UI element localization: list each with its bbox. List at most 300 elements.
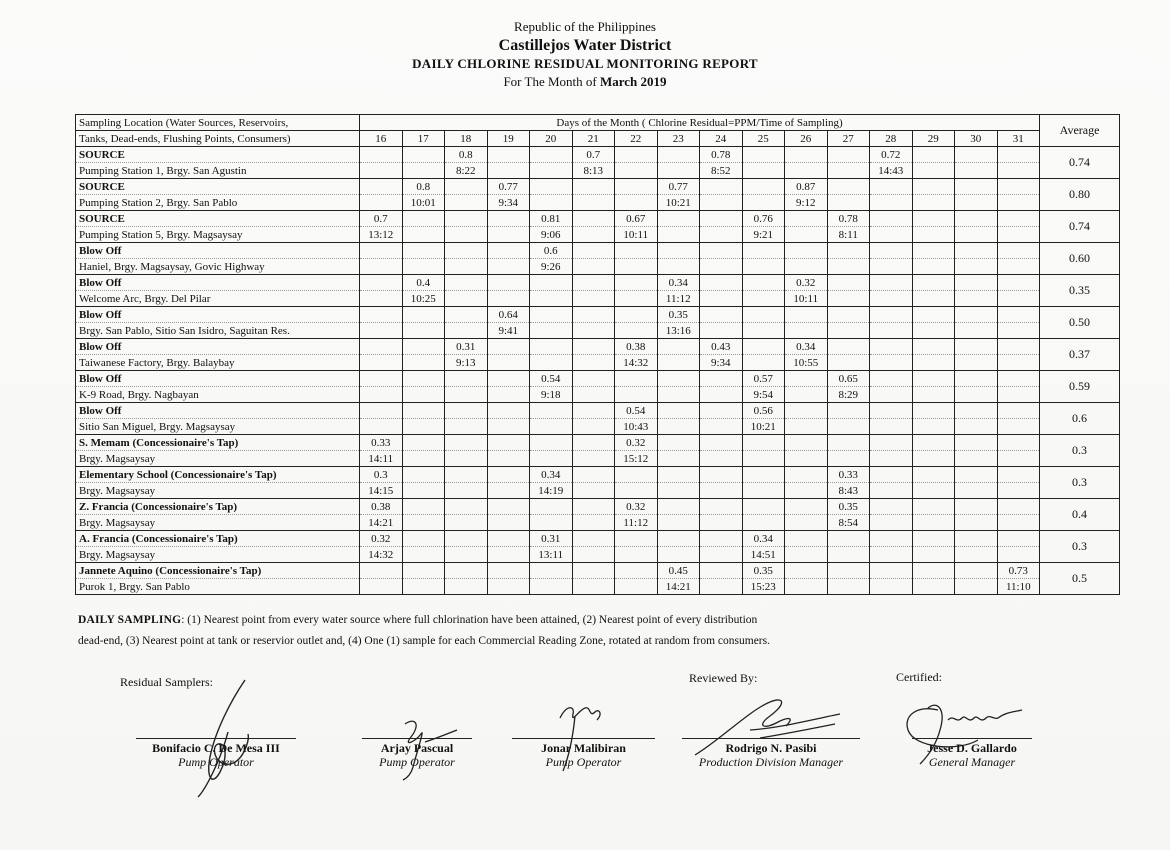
residual-ppm-cell: 0.72 [870, 147, 913, 163]
chlorine-residual-table [75, 114, 1120, 595]
sampling-time-cell [530, 323, 573, 339]
residual-ppm-cell [402, 499, 445, 515]
sampling-time-cell [827, 291, 870, 307]
residual-ppm-cell [955, 243, 998, 259]
location-type: S. Memam (Concessionaire's Tap) [76, 435, 360, 451]
residual-ppm-cell [700, 307, 743, 323]
sampling-time-cell [615, 323, 658, 339]
sampling-time-cell [402, 387, 445, 403]
residual-ppm-cell [657, 243, 700, 259]
residual-ppm-cell: 0.7 [360, 211, 403, 227]
sampling-time-cell: 14:43 [870, 163, 913, 179]
sampling-time-cell [912, 227, 955, 243]
sampling-time-cell [572, 259, 615, 275]
residual-ppm-cell [572, 307, 615, 323]
residual-ppm-cell [657, 339, 700, 355]
sampling-time-cell [615, 195, 658, 211]
residual-ppm-cell [700, 243, 743, 259]
residual-ppm-cell [742, 339, 785, 355]
sampling-time-cell: 14:21 [360, 515, 403, 531]
sampling-time-cell [955, 227, 998, 243]
sampling-time-cell [445, 515, 488, 531]
table-row [76, 403, 1120, 419]
sampling-time-cell [955, 259, 998, 275]
sampling-time-cell [657, 387, 700, 403]
sampling-time-cell [657, 451, 700, 467]
table-row-detail [76, 227, 1120, 243]
residual-ppm-cell [360, 147, 403, 163]
residual-ppm-cell [912, 307, 955, 323]
residual-ppm-cell [955, 339, 998, 355]
residual-ppm-cell: 0.33 [360, 435, 403, 451]
day-header: 25 [742, 131, 785, 147]
sampling-time-cell [487, 547, 530, 563]
sampling-time-cell [572, 291, 615, 307]
residual-ppm-cell [912, 531, 955, 547]
report-month-line [0, 73, 1170, 90]
location-type: A. Francia (Concessionaire's Tap) [76, 531, 360, 547]
sampling-time-cell [402, 259, 445, 275]
sampling-time-cell [785, 451, 828, 467]
residual-ppm-cell [360, 339, 403, 355]
sampling-time-cell [870, 355, 913, 371]
sampling-time-cell: 11:10 [997, 579, 1040, 595]
district-name: Castillejos Water District [498, 37, 672, 54]
residual-ppm-cell [912, 435, 955, 451]
residual-ppm-cell: 0.6 [530, 243, 573, 259]
sampling-time-cell [912, 323, 955, 339]
sampling-time-cell [530, 291, 573, 307]
location-name: K-9 Road, Brgy. Nagbayan [76, 387, 360, 403]
sampling-time-cell [997, 259, 1040, 275]
sampling-time-cell [955, 579, 998, 595]
sampling-time-cell: 9:13 [445, 355, 488, 371]
residual-ppm-cell [487, 339, 530, 355]
residual-ppm-cell [615, 531, 658, 547]
sampling-time-cell [487, 259, 530, 275]
location-name: Pumping Station 2, Brgy. San Pablo [76, 195, 360, 211]
table-row-detail [76, 355, 1120, 371]
residual-ppm-cell: 0.38 [360, 499, 403, 515]
residual-ppm-cell [955, 179, 998, 195]
sampling-time-cell [955, 483, 998, 499]
table-row [76, 499, 1120, 515]
sampling-time-cell [785, 547, 828, 563]
residual-ppm-cell: 0.32 [360, 531, 403, 547]
residual-ppm-cell [785, 435, 828, 451]
residual-ppm-cell [870, 243, 913, 259]
residual-ppm-cell [912, 243, 955, 259]
table-row [76, 147, 1120, 163]
residual-ppm-cell [785, 403, 828, 419]
table-row-detail [76, 259, 1120, 275]
residual-ppm-cell [870, 435, 913, 451]
sampling-time-cell [445, 291, 488, 307]
residual-ppm-cell [700, 531, 743, 547]
residual-ppm-cell [572, 499, 615, 515]
sampling-time-cell [997, 547, 1040, 563]
residual-ppm-cell [487, 467, 530, 483]
residual-ppm-cell [487, 499, 530, 515]
residual-ppm-cell [827, 339, 870, 355]
residual-ppm-cell [572, 339, 615, 355]
sampling-time-cell: 10:21 [742, 419, 785, 435]
sampling-time-cell [700, 451, 743, 467]
residual-ppm-cell [955, 211, 998, 227]
day-header: 18 [445, 131, 488, 147]
residual-ppm-cell: 0.3 [360, 467, 403, 483]
sampling-time-cell [700, 227, 743, 243]
day-header: 16 [360, 131, 403, 147]
sampling-time-cell [700, 195, 743, 211]
residual-ppm-cell [870, 275, 913, 291]
average-value: 0.4 [1040, 499, 1120, 531]
residual-ppm-cell: 0.73 [997, 563, 1040, 579]
residual-ppm-cell: 0.64 [487, 307, 530, 323]
sampling-time-cell: 10:55 [785, 355, 828, 371]
sampling-time-cell [700, 483, 743, 499]
average-value: 0.3 [1040, 531, 1120, 563]
sampling-time-cell [530, 579, 573, 595]
residual-ppm-cell [402, 563, 445, 579]
sampling-time-cell: 8:52 [700, 163, 743, 179]
day-header: 29 [912, 131, 955, 147]
sampling-time-cell [445, 195, 488, 211]
residual-ppm-cell [657, 499, 700, 515]
residual-ppm-cell [955, 499, 998, 515]
sampling-time-cell [997, 163, 1040, 179]
sampling-time-cell [487, 515, 530, 531]
sampling-time-cell [785, 515, 828, 531]
residual-ppm-cell: 0.31 [530, 531, 573, 547]
location-name: Brgy. Magsaysay [76, 451, 360, 467]
sampling-time-cell [700, 419, 743, 435]
sampling-time-cell [955, 163, 998, 179]
location-name: Brgy. San Pablo, Sitio San Isidro, Saguitan Res. [76, 323, 360, 339]
day-header: 30 [955, 131, 998, 147]
residual-ppm-cell [572, 243, 615, 259]
residual-ppm-cell [572, 403, 615, 419]
residual-ppm-cell [487, 531, 530, 547]
location-name: Brgy. Magsaysay [76, 515, 360, 531]
residual-ppm-cell [615, 243, 658, 259]
sampling-time-cell [487, 355, 530, 371]
residual-ppm-cell [997, 467, 1040, 483]
residual-ppm-cell [700, 179, 743, 195]
sampling-time-cell [360, 291, 403, 307]
sampling-time-cell [615, 291, 658, 307]
sampling-time-cell [445, 323, 488, 339]
residual-ppm-cell: 0.38 [615, 339, 658, 355]
residual-ppm-cell [445, 211, 488, 227]
sampling-time-cell [657, 355, 700, 371]
sampling-time-cell: 9:18 [530, 387, 573, 403]
residual-ppm-cell [742, 307, 785, 323]
residual-ppm-cell [870, 499, 913, 515]
sampling-time-cell [997, 483, 1040, 499]
day-header: 31 [997, 131, 1040, 147]
sampling-time-cell [955, 547, 998, 563]
residual-ppm-cell [997, 307, 1040, 323]
sampling-time-cell [785, 483, 828, 499]
sampling-time-cell [487, 419, 530, 435]
sampling-time-cell [402, 483, 445, 499]
residual-ppm-cell: 0.34 [530, 467, 573, 483]
location-type: Blow Off [76, 339, 360, 355]
sampling-time-cell: 11:12 [657, 291, 700, 307]
sampling-time-cell [870, 579, 913, 595]
residual-ppm-cell [445, 499, 488, 515]
location-type: Z. Francia (Concessionaire's Tap) [76, 499, 360, 515]
residual-ppm-cell [827, 275, 870, 291]
certified-label: Certified: [896, 670, 942, 684]
residual-ppm-cell [870, 563, 913, 579]
residual-ppm-cell [487, 563, 530, 579]
location-name: Haniel, Brgy. Magsaysay, Govic Highway [76, 259, 360, 275]
residual-ppm-cell [955, 371, 998, 387]
day-header: 17 [402, 131, 445, 147]
sampling-time-cell: 10:01 [402, 195, 445, 211]
residual-ppm-cell: 0.35 [742, 563, 785, 579]
residual-ppm-cell [402, 147, 445, 163]
residual-ppm-cell [402, 211, 445, 227]
notes-label: DAILY SAMPLING [78, 614, 182, 626]
sampling-time-cell [487, 579, 530, 595]
average-value: 0.3 [1040, 435, 1120, 467]
table-row [76, 467, 1120, 483]
residual-ppm-cell [530, 275, 573, 291]
sampling-time-cell [742, 259, 785, 275]
sampling-time-cell [997, 195, 1040, 211]
table-row-detail [76, 163, 1120, 179]
residual-ppm-cell [742, 467, 785, 483]
residual-ppm-cell [402, 435, 445, 451]
sampling-time-cell [572, 579, 615, 595]
residual-ppm-cell [700, 499, 743, 515]
sampling-time-cell [487, 291, 530, 307]
sampling-time-cell: 14:32 [360, 547, 403, 563]
residual-ppm-cell [487, 211, 530, 227]
sampling-time-cell: 8:54 [827, 515, 870, 531]
table-row-detail [76, 451, 1120, 467]
residual-ppm-cell [402, 467, 445, 483]
residual-ppm-cell [955, 275, 998, 291]
residual-ppm-cell [402, 371, 445, 387]
residual-ppm-cell [657, 467, 700, 483]
residual-ppm-cell [955, 307, 998, 323]
residual-ppm-cell [487, 243, 530, 259]
daily-sampling-notes [78, 610, 1118, 652]
residual-ppm-cell: 0.32 [785, 275, 828, 291]
residual-ppm-cell [997, 339, 1040, 355]
residual-ppm-cell [997, 499, 1040, 515]
residual-ppm-cell [785, 371, 828, 387]
location-type: SOURCE [76, 147, 360, 163]
average-value: 0.35 [1040, 275, 1120, 307]
sampling-time-cell [530, 515, 573, 531]
residual-ppm-cell [827, 307, 870, 323]
report-header [0, 18, 1170, 90]
location-name: Purok 1, Brgy. San Pablo [76, 579, 360, 595]
table-row [76, 531, 1120, 547]
location-name: Pumping Station 5, Brgy. Magsaysay [76, 227, 360, 243]
residual-ppm-cell: 0.77 [487, 179, 530, 195]
residual-ppm-cell [572, 435, 615, 451]
residual-ppm-cell: 0.35 [827, 499, 870, 515]
sampling-time-cell [785, 323, 828, 339]
residual-ppm-cell [700, 403, 743, 419]
residual-ppm-cell [742, 499, 785, 515]
sampling-time-cell: 8:43 [827, 483, 870, 499]
sampling-time-cell [955, 195, 998, 211]
sampling-time-cell [445, 259, 488, 275]
sampling-time-cell [870, 419, 913, 435]
sampling-time-cell: 13:12 [360, 227, 403, 243]
sampling-time-cell: 10:43 [615, 419, 658, 435]
sampling-time-cell: 9:54 [742, 387, 785, 403]
residual-ppm-cell: 0.8 [445, 147, 488, 163]
sampling-time-cell [402, 227, 445, 243]
residual-ppm-cell [615, 467, 658, 483]
residual-ppm-cell [870, 371, 913, 387]
sampling-time-cell [700, 259, 743, 275]
residual-ppm-cell [360, 307, 403, 323]
residual-ppm-cell: 0.65 [827, 371, 870, 387]
average-value: 0.80 [1040, 179, 1120, 211]
residual-ppm-cell: 0.78 [827, 211, 870, 227]
sampling-time-cell [615, 387, 658, 403]
sampling-time-cell: 9:21 [742, 227, 785, 243]
table-row-detail [76, 419, 1120, 435]
sampling-time-cell [360, 355, 403, 371]
day-header: 28 [870, 131, 913, 147]
residual-ppm-cell [487, 147, 530, 163]
table-row-detail [76, 579, 1120, 595]
residual-ppm-cell [912, 275, 955, 291]
signatory-role: Pump Operator [178, 755, 254, 769]
sampling-time-cell [360, 419, 403, 435]
sampling-time-cell [955, 419, 998, 435]
sampling-time-cell [530, 355, 573, 371]
sampling-time-cell [657, 515, 700, 531]
sampling-time-cell [402, 547, 445, 563]
sampling-time-cell [870, 515, 913, 531]
sampling-time-cell [402, 323, 445, 339]
residual-ppm-cell [955, 531, 998, 547]
table-row [76, 307, 1120, 323]
residual-ppm-cell [785, 531, 828, 547]
average-value: 0.74 [1040, 211, 1120, 243]
sampling-time-cell [402, 579, 445, 595]
sampling-time-cell [997, 355, 1040, 371]
sampling-time-cell [572, 451, 615, 467]
residual-ppm-cell [827, 147, 870, 163]
residual-ppm-cell [572, 531, 615, 547]
residual-ppm-cell [785, 499, 828, 515]
residual-ppm-cell [912, 403, 955, 419]
residual-ppm-cell [657, 371, 700, 387]
residual-ppm-cell: 0.54 [615, 403, 658, 419]
table-row [76, 339, 1120, 355]
average-value: 0.3 [1040, 467, 1120, 499]
location-name: Brgy. Magsaysay [76, 483, 360, 499]
day-header: 20 [530, 131, 573, 147]
residual-ppm-cell [700, 211, 743, 227]
table-row [76, 211, 1120, 227]
residual-ppm-cell [445, 371, 488, 387]
sampling-time-cell: 14:15 [360, 483, 403, 499]
sampling-time-cell [997, 227, 1040, 243]
sampling-time-cell: 14:21 [657, 579, 700, 595]
residual-ppm-cell: 0.34 [657, 275, 700, 291]
residual-ppm-cell [572, 275, 615, 291]
sampling-time-cell [870, 291, 913, 307]
signatory-name: Rodrigo N. Pasibi [725, 741, 817, 755]
residual-ppm-cell [402, 531, 445, 547]
sampling-time-cell [912, 419, 955, 435]
sampling-time-cell [870, 227, 913, 243]
signature-block-3 [512, 738, 655, 769]
table-row-detail [76, 387, 1120, 403]
residual-ppm-cell: 0.35 [657, 307, 700, 323]
sampling-time-cell [997, 451, 1040, 467]
days-of-month-header: Days of the Month ( Chlorine Residual=PPM/Time of Sampling) [360, 115, 1040, 131]
day-header: 26 [785, 131, 828, 147]
residual-ppm-cell [827, 179, 870, 195]
signature-block-2 [362, 738, 472, 769]
sampling-time-cell: 14:19 [530, 483, 573, 499]
residual-ppm-cell [360, 403, 403, 419]
residual-ppm-cell: 0.56 [742, 403, 785, 419]
day-header: 23 [657, 131, 700, 147]
notes-text-1: : (1) Nearest point from every water source where full chlorination have been attained, (2) Nearest point of every distribution [181, 614, 758, 626]
signature-block-4 [682, 738, 860, 769]
sampling-time-cell [615, 547, 658, 563]
sampling-time-cell [360, 163, 403, 179]
residual-ppm-cell [445, 179, 488, 195]
residual-ppm-cell [445, 243, 488, 259]
signatory-role: Pump Operator [545, 755, 622, 769]
sampling-time-cell: 8:22 [445, 163, 488, 179]
sampling-time-cell [870, 547, 913, 563]
sampling-time-cell [445, 483, 488, 499]
sampling-time-cell: 9:06 [530, 227, 573, 243]
residual-ppm-cell [445, 531, 488, 547]
sampling-time-cell [997, 419, 1040, 435]
residual-ppm-cell [870, 211, 913, 227]
sampling-time-cell [827, 163, 870, 179]
sampling-time-cell [360, 195, 403, 211]
residual-ppm-cell: 0.45 [657, 563, 700, 579]
residual-ppm-cell [657, 435, 700, 451]
residual-ppm-cell: 0.7 [572, 147, 615, 163]
location-type: Blow Off [76, 243, 360, 259]
residual-ppm-cell [572, 371, 615, 387]
residual-ppm-cell [445, 435, 488, 451]
residual-ppm-cell [955, 403, 998, 419]
residual-samplers-label: Residual Samplers: [120, 675, 213, 689]
residual-ppm-cell [912, 371, 955, 387]
sampling-time-cell: 14:32 [615, 355, 658, 371]
average-value: 0.5 [1040, 563, 1120, 595]
sampling-time-cell [827, 195, 870, 211]
residual-ppm-cell [530, 307, 573, 323]
sampling-time-cell [955, 387, 998, 403]
residual-ppm-cell [445, 467, 488, 483]
sampling-time-cell [572, 483, 615, 499]
residual-ppm-cell [827, 563, 870, 579]
residual-ppm-cell [955, 467, 998, 483]
